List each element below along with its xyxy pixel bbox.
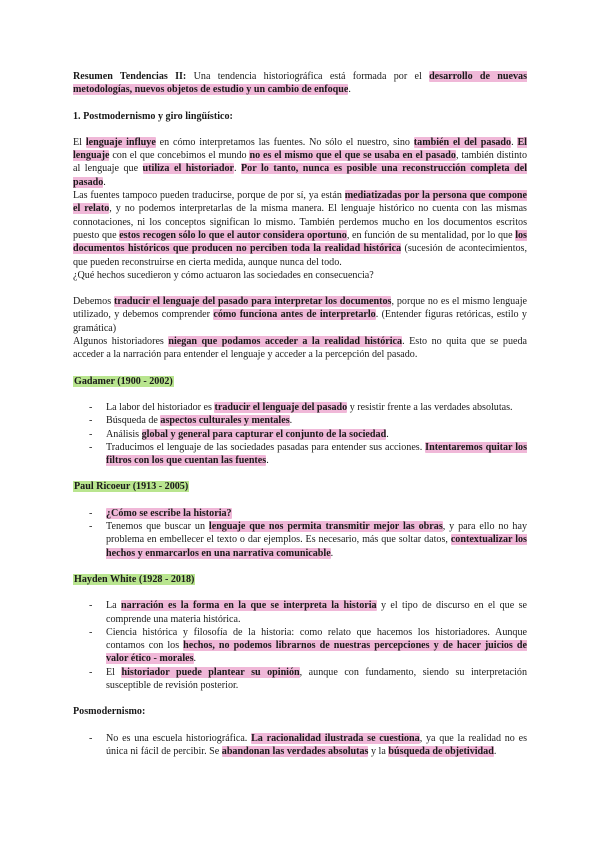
highlight: Por lo tanto, nunca es posible una reconstrucción completa del pasado [73,163,527,188]
highlight: desarrollo de nuevas metodologías, nuevos objetos de estudio y un cambio de enfoque [73,71,528,96]
ricoeur-list [73,507,527,560]
highlight: los documentos históricos que producen no perciben toda la realidad histórica [73,229,527,255]
highlight: cómo funciona antes de interpretarlo [213,309,376,321]
list-item: - El historiador puede plantear su opinión, aunque con fundamento, siendo su interpretación susceptible de revisión posterior. [89,666,527,691]
list-item: - Búsqueda de aspectos culturales y mentales. [89,415,293,427]
summary-paragraph: Resumen Tendencias II: Una tendencia historiográfica está formada por el desarrollo de nuevas metodologías, nuevos objetos de estudio y un cambio de enfoque. [73,71,528,96]
highlight: mediatizadas por la persona que compone el relato [73,190,528,215]
highlight: lenguaje influye [85,136,156,148]
section-title: 1. Postmodernismo y giro lingüístico: [73,110,233,122]
list-item: - La labor del historiador es traducir el lenguaje del pasado y resistir frente a las verdades absolutas. [89,401,513,413]
list-item: - Análisis global y general para capturar el conjunto de la sociedad. [89,428,389,440]
heading-postmodernism: Posmodernismo: [73,706,146,718]
highlight: no es el mismo que el que se usaba en el pasado [249,150,456,162]
highlight: también el del pasado [413,136,512,148]
postmod-list [73,732,527,759]
highlight: estos recogen sólo lo que el autor considera oportuno [119,229,347,241]
list-item: - Ciencia histórica y filosofía de la historia: como relato que hacemos los historiadores. Aunque contamos con los hechos, no podemos librarnos de nuestras percepciones y de hacer juicios de valor ético - morales. [89,626,527,665]
white-list [73,599,527,692]
list-item: - Traducimos el lenguaje de las sociedades pasadas para entender sus acciones. Intentaremos quitar los filtros con los que cuentan las fuentes. [89,441,527,467]
gadamer-list [73,401,527,467]
paragraph-translate: Debemos traducir el lenguaje del pasado para interpretar los documentos, porque no es el mismo lenguaje utilizado, y debemos comprender cómo funciona antes de interpretarlo. (Entender figuras retóricas, estilo y gramática) [73,296,527,334]
heading-white: Hayden White (1928 - 2018) [74,573,195,585]
highlight: El lenguaje [73,136,527,162]
paragraph-language: El lenguaje influye en cómo interpretamos las fuentes. No sólo el nuestro, sino también el del pasado. El lenguaje con el que concebimos el mundo no es el mismo que el que se usaba en el pasado, también distinto al lenguaje que utiliza el historiador. Por lo tanto, nunca es posible una reconstrucción completa del pasado. [73,136,527,188]
highlight: traducir el lenguaje del pasado para interpretar los documentos [114,296,392,308]
list-item: - ¿Cómo se escribe la historia? [89,507,232,519]
highlight: niegan que podamos acceder a la realidad histórica [168,336,403,348]
highlight: utiliza el historiador [142,163,234,175]
heading-gadamer: Gadamer (1900 - 2002) [74,375,173,387]
summary-label: Resumen Tendencias II: [73,71,187,82]
list-item: - No es una escuela historiográfica. La racionalidad ilustrada se cuestiona, ya que la realidad no es única ni fácil de percibir. Se abandonan las verdades absolutas y la búsqueda de objetividad. [89,732,527,757]
paragraph-historians: Algunos historiadores niegan que podamos acceder a la realidad histórica. Esto no quita que se pueda acceder a la narración para entender el lenguaje y acceder a la percepción del pasado. [73,336,528,361]
paragraph-sources: Las fuentes tampoco pueden traducirse, porque de por sí, ya están mediatizadas por la persona que compone el relato, y no podemos interpretarlas de la misma manera. El lenguaje histórico no cuenta con las mismas connotaciones, ni los conceptos significan lo mismo. También perdemos mucho en los documentos escritos puesto que estos recogen sólo lo que el autor considera oportuno, en función de su mentalidad, por lo que los documentos históricos que producen no perciben toda la realidad histórica (sucesión de acontecimientos, que pueden reconstruirse en cierta medida, aunque nunca del todo. [73,190,528,268]
list-item: - La narración es la forma en la que se interpreta la historia y el tipo de discurso en el que se comprende una materia histórica. [89,600,527,625]
heading-ricoeur: Paul Ricoeur (1913 - 2005) [74,481,189,493]
question-line: ¿Qué hechos sucedieron y cómo actuaron las sociedades en consecuencia? [73,269,374,281]
list-item: - Tenemos que buscar un lenguaje que nos permita transmitir mejor las obras, y para ello no hay problema en embellecer el texto o dar ejemplos. Es necesario, más que soltar datos, contextualizar los hechos y enmarcarlos en una narrativa comunicable. [89,521,527,559]
